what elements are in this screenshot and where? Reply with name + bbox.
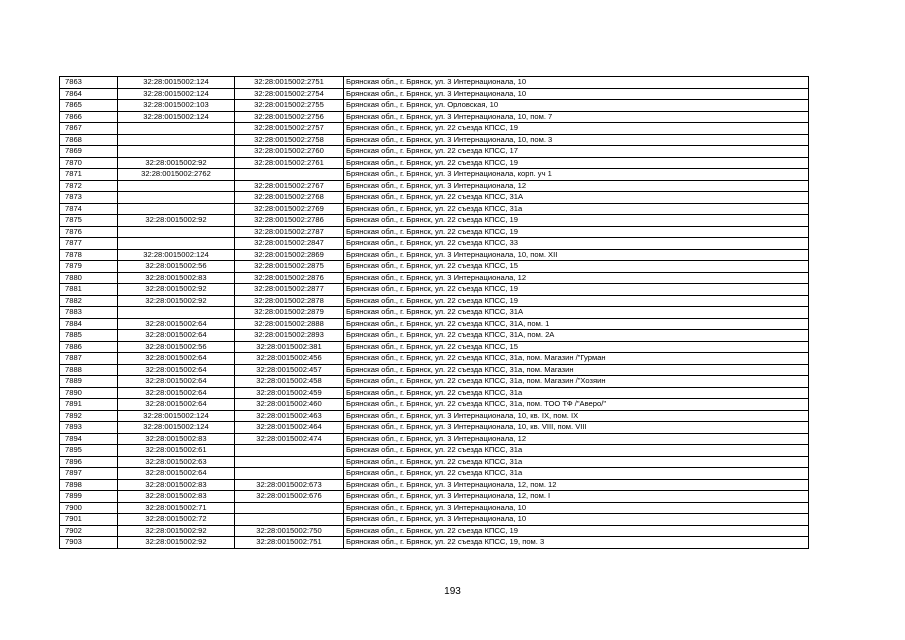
parent-cadastral-cell: 32:28:0015002:83 — [118, 491, 235, 503]
parent-cadastral-cell: 32:28:0015002:124 — [118, 249, 235, 261]
address-cell: Брянская обл., г. Брянск, ул. 22 съезда КПСС, 31а — [344, 456, 809, 468]
table-row — [60, 364, 809, 376]
cadastral-number-cell: 32:28:0015002:457 — [235, 364, 344, 376]
table-row — [60, 387, 809, 399]
parent-cadastral-cell: 32:28:0015002:83 — [118, 272, 235, 284]
address-cell: Брянская обл., г. Брянск, ул. Орловская, 10 — [344, 100, 809, 112]
parent-cadastral-cell: 32:28:0015002:72 — [118, 514, 235, 526]
cadastral-number-cell: 32:28:0015002:2876 — [235, 272, 344, 284]
parent-cadastral-cell: 32:28:0015002:92 — [118, 525, 235, 537]
address-cell: Брянская обл., г. Брянск, ул. 3 Интернационала, 10, кв. VIII, пом. VIII — [344, 422, 809, 434]
address-cell: Брянская обл., г. Брянск, ул. 22 съезда КПСС, 31а — [344, 445, 809, 457]
table-row — [60, 284, 809, 296]
table-row — [60, 261, 809, 273]
parent-cadastral-cell — [118, 192, 235, 204]
cadastral-number-cell: 32:28:0015002:381 — [235, 341, 344, 353]
cadastral-number-cell: 32:28:0015002:474 — [235, 433, 344, 445]
row-number-cell: 7885 — [60, 330, 118, 342]
parent-cadastral-cell: 32:28:0015002:124 — [118, 111, 235, 123]
cadastral-number-cell — [235, 514, 344, 526]
address-cell: Брянская обл., г. Брянск, ул. 22 съезда КПСС, 19 — [344, 525, 809, 537]
address-cell: Брянская обл., г. Брянск, ул. 22 съезда КПСС, 19 — [344, 295, 809, 307]
row-number-cell: 7889 — [60, 376, 118, 388]
table-row — [60, 272, 809, 284]
row-number-cell: 7882 — [60, 295, 118, 307]
address-cell: Брянская обл., г. Брянск, ул. 22 съезда КПСС, 15 — [344, 341, 809, 353]
registry-table — [59, 76, 809, 549]
cadastral-number-cell: 32:28:0015002:2755 — [235, 100, 344, 112]
row-number-cell: 7890 — [60, 387, 118, 399]
row-number-cell: 7866 — [60, 111, 118, 123]
row-number-cell: 7886 — [60, 341, 118, 353]
address-cell: Брянская обл., г. Брянск, ул. 22 съезда КПСС, 31А, пом. 1 — [344, 318, 809, 330]
address-cell: Брянская обл., г. Брянск, ул. 3 Интернационала, 12, пом. 12 — [344, 479, 809, 491]
table-row — [60, 249, 809, 261]
row-number-cell: 7870 — [60, 157, 118, 169]
address-cell: Брянская обл., г. Брянск, ул. 3 Интернационала, 10, кв. IX, пом. IX — [344, 410, 809, 422]
cadastral-number-cell: 32:28:0015002:2756 — [235, 111, 344, 123]
address-cell: Брянская обл., г. Брянск, ул. 3 Интернационала, корп. уч 1 — [344, 169, 809, 181]
address-cell: Брянская обл., г. Брянск, ул. 22 съезда КПСС, 15 — [344, 261, 809, 273]
row-number-cell: 7871 — [60, 169, 118, 181]
table-row — [60, 88, 809, 100]
address-cell: Брянская обл., г. Брянск, ул. 22 съезда КПСС, 19 — [344, 284, 809, 296]
address-cell: Брянская обл., г. Брянск, ул. 22 съезда КПСС, 31а, пом. Магазин — [344, 364, 809, 376]
address-cell: Брянская обл., г. Брянск, ул. 3 Интернационала, 10 — [344, 77, 809, 89]
table-row — [60, 157, 809, 169]
parent-cadastral-cell: 32:28:0015002:61 — [118, 445, 235, 457]
cadastral-number-cell: 32:28:0015002:2760 — [235, 146, 344, 158]
row-number-cell: 7893 — [60, 422, 118, 434]
parent-cadastral-cell — [118, 238, 235, 250]
parent-cadastral-cell: 32:28:0015002:103 — [118, 100, 235, 112]
cadastral-number-cell: 32:28:0015002:2754 — [235, 88, 344, 100]
table-row — [60, 146, 809, 158]
table-row — [60, 468, 809, 480]
table-row — [60, 215, 809, 227]
address-cell: Брянская обл., г. Брянск, ул. 3 Интернационала, 10, пом. 7 — [344, 111, 809, 123]
page-number: 193 — [444, 586, 461, 597]
cadastral-number-cell — [235, 468, 344, 480]
row-number-cell: 7892 — [60, 410, 118, 422]
row-number-cell: 7865 — [60, 100, 118, 112]
table-row — [60, 456, 809, 468]
row-number-cell: 7869 — [60, 146, 118, 158]
table-row — [60, 330, 809, 342]
row-number-cell: 7868 — [60, 134, 118, 146]
address-cell: Брянская обл., г. Брянск, ул. 22 съезда КПСС, 19 — [344, 123, 809, 135]
table-row — [60, 502, 809, 514]
address-cell: Брянская обл., г. Брянск, ул. 22 съезда КПСС, 33 — [344, 238, 809, 250]
cadastral-number-cell: 32:28:0015002:2758 — [235, 134, 344, 146]
cadastral-number-cell: 32:28:0015002:2768 — [235, 192, 344, 204]
cadastral-number-cell: 32:28:0015002:2869 — [235, 249, 344, 261]
table-row — [60, 226, 809, 238]
row-number-cell: 7875 — [60, 215, 118, 227]
table-row — [60, 410, 809, 422]
cadastral-number-cell: 32:28:0015002:2751 — [235, 77, 344, 89]
parent-cadastral-cell: 32:28:0015002:64 — [118, 353, 235, 365]
row-number-cell: 7877 — [60, 238, 118, 250]
table-row — [60, 77, 809, 89]
address-cell: Брянская обл., г. Брянск, ул. 22 съезда КПСС, 31а — [344, 468, 809, 480]
row-number-cell: 7898 — [60, 479, 118, 491]
parent-cadastral-cell: 32:28:0015002:83 — [118, 433, 235, 445]
parent-cadastral-cell: 32:28:0015002:92 — [118, 537, 235, 549]
row-number-cell: 7876 — [60, 226, 118, 238]
address-cell: Брянская обл., г. Брянск, ул. 22 съезда КПСС, 31а, пом. Магазин /"Хозяин — [344, 376, 809, 388]
cadastral-number-cell: 32:28:0015002:463 — [235, 410, 344, 422]
cadastral-number-cell: 32:28:0015002:751 — [235, 537, 344, 549]
table-row — [60, 422, 809, 434]
cadastral-number-cell — [235, 456, 344, 468]
row-number-cell: 7872 — [60, 180, 118, 192]
cadastral-number-cell: 32:28:0015002:458 — [235, 376, 344, 388]
parent-cadastral-cell: 32:28:0015002:92 — [118, 157, 235, 169]
row-number-cell: 7902 — [60, 525, 118, 537]
table-row — [60, 514, 809, 526]
cadastral-number-cell: 32:28:0015002:676 — [235, 491, 344, 503]
table-row — [60, 307, 809, 319]
cadastral-number-cell: 32:28:0015002:673 — [235, 479, 344, 491]
parent-cadastral-cell: 32:28:0015002:92 — [118, 284, 235, 296]
row-number-cell: 7863 — [60, 77, 118, 89]
row-number-cell: 7879 — [60, 261, 118, 273]
row-number-cell: 7881 — [60, 284, 118, 296]
parent-cadastral-cell: 32:28:0015002:63 — [118, 456, 235, 468]
parent-cadastral-cell: 32:28:0015002:64 — [118, 387, 235, 399]
parent-cadastral-cell: 32:28:0015002:64 — [118, 399, 235, 411]
parent-cadastral-cell: 32:28:0015002:124 — [118, 77, 235, 89]
parent-cadastral-cell — [118, 307, 235, 319]
cadastral-number-cell: 32:28:0015002:2787 — [235, 226, 344, 238]
parent-cadastral-cell: 32:28:0015002:92 — [118, 215, 235, 227]
parent-cadastral-cell — [118, 134, 235, 146]
address-cell: Брянская обл., г. Брянск, ул. 22 съезда КПСС, 31а — [344, 203, 809, 215]
row-number-cell: 7894 — [60, 433, 118, 445]
cadastral-number-cell: 32:28:0015002:2878 — [235, 295, 344, 307]
address-cell: Брянская обл., г. Брянск, ул. 22 съезда КПСС, 19, пом. 3 — [344, 537, 809, 549]
cadastral-number-cell: 32:28:0015002:2769 — [235, 203, 344, 215]
row-number-cell: 7880 — [60, 272, 118, 284]
cadastral-number-cell: 32:28:0015002:2875 — [235, 261, 344, 273]
address-cell: Брянская обл., г. Брянск, ул. 22 съезда КПСС, 31А — [344, 192, 809, 204]
row-number-cell: 7901 — [60, 514, 118, 526]
cadastral-number-cell: 32:28:0015002:2888 — [235, 318, 344, 330]
parent-cadastral-cell: 32:28:0015002:124 — [118, 410, 235, 422]
row-number-cell: 7895 — [60, 445, 118, 457]
row-number-cell: 7864 — [60, 88, 118, 100]
parent-cadastral-cell: 32:28:0015002:64 — [118, 468, 235, 480]
address-cell: Брянская обл., г. Брянск, ул. 22 съезда КПСС, 31А, пом. 2А — [344, 330, 809, 342]
row-number-cell: 7888 — [60, 364, 118, 376]
cadastral-number-cell: 32:28:0015002:2877 — [235, 284, 344, 296]
parent-cadastral-cell: 32:28:0015002:64 — [118, 330, 235, 342]
row-number-cell: 7900 — [60, 502, 118, 514]
cadastral-number-cell: 32:28:0015002:2786 — [235, 215, 344, 227]
address-cell: Брянская обл., г. Брянск, ул. 22 съезда КПСС, 31а, пом. ТОО ТФ /"Аверо/" — [344, 399, 809, 411]
row-number-cell: 7874 — [60, 203, 118, 215]
row-number-cell: 7883 — [60, 307, 118, 319]
address-cell: Брянская обл., г. Брянск, ул. 22 съезда КПСС, 19 — [344, 157, 809, 169]
table-row — [60, 376, 809, 388]
address-cell: Брянская обл., г. Брянск, ул. 3 Интернационала, 12, пом. I — [344, 491, 809, 503]
parent-cadastral-cell: 32:28:0015002:71 — [118, 502, 235, 514]
parent-cadastral-cell — [118, 146, 235, 158]
table-row — [60, 295, 809, 307]
row-number-cell: 7867 — [60, 123, 118, 135]
table-row — [60, 433, 809, 445]
address-cell: Брянская обл., г. Брянск, ул. 3 Интернационала, 10, пом. XII — [344, 249, 809, 261]
cadastral-number-cell: 32:28:0015002:464 — [235, 422, 344, 434]
parent-cadastral-cell — [118, 180, 235, 192]
table-row — [60, 180, 809, 192]
table-row — [60, 399, 809, 411]
parent-cadastral-cell: 32:28:0015002:64 — [118, 318, 235, 330]
cadastral-number-cell — [235, 445, 344, 457]
row-number-cell: 7896 — [60, 456, 118, 468]
table-row — [60, 169, 809, 181]
row-number-cell: 7891 — [60, 399, 118, 411]
address-cell: Брянская обл., г. Брянск, ул. 3 Интернационала, 10 — [344, 514, 809, 526]
table-row — [60, 111, 809, 123]
parent-cadastral-cell — [118, 203, 235, 215]
parent-cadastral-cell: 32:28:0015002:56 — [118, 341, 235, 353]
parent-cadastral-cell — [118, 123, 235, 135]
table-row — [60, 491, 809, 503]
row-number-cell: 7884 — [60, 318, 118, 330]
cadastral-number-cell: 32:28:0015002:2893 — [235, 330, 344, 342]
parent-cadastral-cell: 32:28:0015002:124 — [118, 422, 235, 434]
cadastral-number-cell: 32:28:0015002:2879 — [235, 307, 344, 319]
cadastral-number-cell: 32:28:0015002:2761 — [235, 157, 344, 169]
table-body — [60, 77, 809, 549]
parent-cadastral-cell: 32:28:0015002:64 — [118, 376, 235, 388]
table-row — [60, 479, 809, 491]
cadastral-number-cell: 32:28:0015002:2757 — [235, 123, 344, 135]
table-row — [60, 341, 809, 353]
address-cell: Брянская обл., г. Брянск, ул. 3 Интернационала, 12 — [344, 180, 809, 192]
cadastral-number-cell: 32:28:0015002:459 — [235, 387, 344, 399]
parent-cadastral-cell: 32:28:0015002:124 — [118, 88, 235, 100]
cadastral-number-cell: 32:28:0015002:750 — [235, 525, 344, 537]
row-number-cell: 7887 — [60, 353, 118, 365]
cadastral-number-cell — [235, 502, 344, 514]
address-cell: Брянская обл., г. Брянск, ул. 22 съезда КПСС, 31А — [344, 307, 809, 319]
address-cell: Брянская обл., г. Брянск, ул. 22 съезда КПСС, 17 — [344, 146, 809, 158]
address-cell: Брянская обл., г. Брянск, ул. 3 Интернационала, 12 — [344, 433, 809, 445]
parent-cadastral-cell: 32:28:0015002:64 — [118, 364, 235, 376]
table-row — [60, 134, 809, 146]
parent-cadastral-cell: 32:28:0015002:83 — [118, 479, 235, 491]
cadastral-number-cell: 32:28:0015002:460 — [235, 399, 344, 411]
address-cell: Брянская обл., г. Брянск, ул. 22 съезда КПСС, 19 — [344, 215, 809, 227]
parent-cadastral-cell: 32:28:0015002:56 — [118, 261, 235, 273]
row-number-cell: 7897 — [60, 468, 118, 480]
table-row — [60, 100, 809, 112]
address-cell: Брянская обл., г. Брянск, ул. 22 съезда КПСС, 19 — [344, 226, 809, 238]
parent-cadastral-cell: 32:28:0015002:92 — [118, 295, 235, 307]
address-cell: Брянская обл., г. Брянск, ул. 22 съезда КПСС, 31а — [344, 387, 809, 399]
address-cell: Брянская обл., г. Брянск, ул. 22 съезда КПСС, 31а, пом. Магазин /"Гурман — [344, 353, 809, 365]
cadastral-number-cell: 32:28:0015002:2847 — [235, 238, 344, 250]
table-row — [60, 353, 809, 365]
table-row — [60, 537, 809, 549]
parent-cadastral-cell: 32:28:0015002:2762 — [118, 169, 235, 181]
address-cell: Брянская обл., г. Брянск, ул. 3 Интернационала, 10, пом. 3 — [344, 134, 809, 146]
cadastral-number-cell — [235, 169, 344, 181]
table-row — [60, 318, 809, 330]
row-number-cell: 7899 — [60, 491, 118, 503]
address-cell: Брянская обл., г. Брянск, ул. 3 Интернационала, 12 — [344, 272, 809, 284]
table-row — [60, 192, 809, 204]
cadastral-number-cell: 32:28:0015002:456 — [235, 353, 344, 365]
table-row — [60, 445, 809, 457]
table-row — [60, 203, 809, 215]
row-number-cell: 7873 — [60, 192, 118, 204]
table-row — [60, 238, 809, 250]
parent-cadastral-cell — [118, 226, 235, 238]
row-number-cell: 7903 — [60, 537, 118, 549]
table-row — [60, 525, 809, 537]
row-number-cell: 7878 — [60, 249, 118, 261]
cadastral-number-cell: 32:28:0015002:2767 — [235, 180, 344, 192]
address-cell: Брянская обл., г. Брянск, ул. 3 Интернационала, 10 — [344, 502, 809, 514]
table-row — [60, 123, 809, 135]
address-cell: Брянская обл., г. Брянск, ул. 3 Интернационала, 10 — [344, 88, 809, 100]
